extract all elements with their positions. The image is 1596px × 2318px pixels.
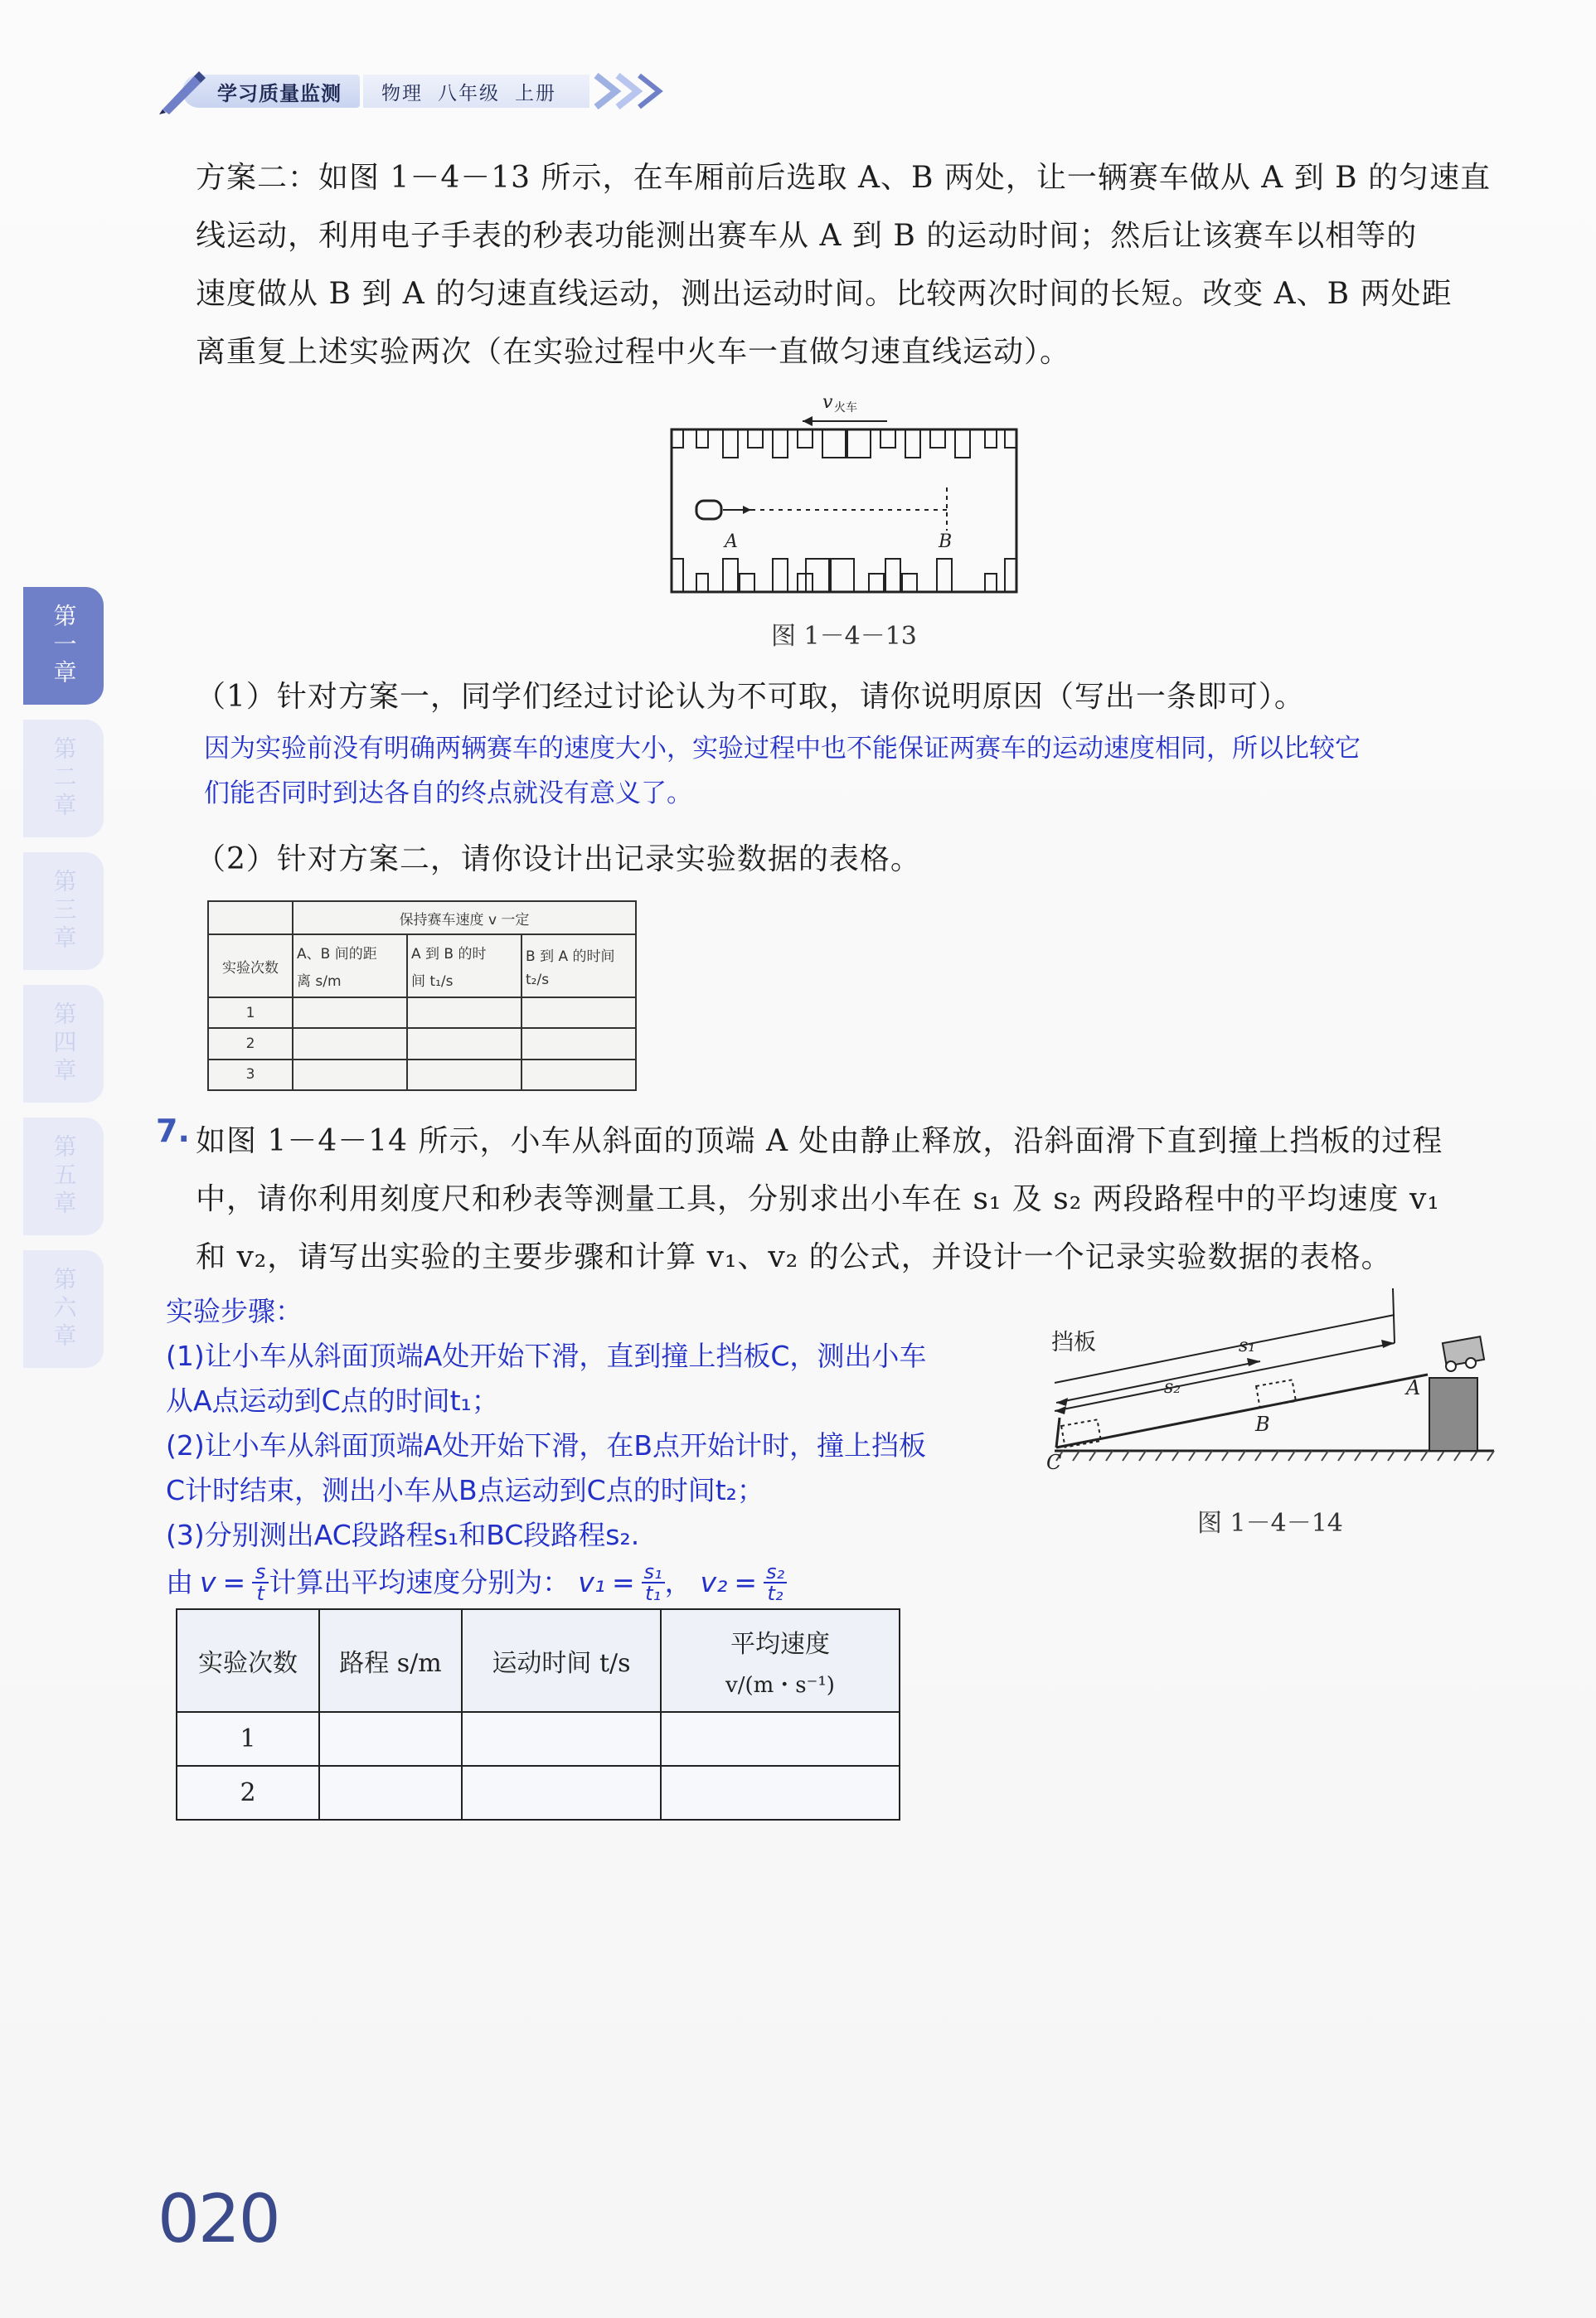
point-c-label: C	[1046, 1451, 1062, 1474]
trial-number: 2	[208, 1028, 293, 1059]
chapter-tab-label: 第二章	[50, 736, 78, 821]
q7-line: 中，请你利用刻度尺和秒表等测量工具，分别求出小车在 s₁ 及 s₂ 两段路程中的平均速度 v₁	[196, 1182, 1440, 1216]
answer-line: 们能否同时到达各自的终点就没有意义了。	[204, 778, 692, 808]
table1-header-distance	[293, 934, 407, 997]
question-7-number: 7.	[156, 1113, 190, 1149]
q7-line: 和 v₂，请写出实验的主要步骤和计算 v₁、v₂ 的公式，并设计一个记录实验数据的表格。	[196, 1240, 1392, 1274]
numerator: s	[255, 1560, 266, 1583]
header-line: t₂/s	[526, 971, 550, 988]
step-line: (3)分别测出AC段路程s₁和BC段路程s₂.	[166, 1519, 640, 1551]
point-b-label: B	[939, 531, 953, 552]
book-info	[363, 75, 589, 108]
trial-number: 3	[208, 1060, 293, 1090]
chapter-tab-6[interactable]	[23, 1250, 104, 1368]
figure-1-4-13	[663, 388, 1028, 604]
numerator: s₁	[643, 1560, 662, 1583]
header-line: v/(m・s⁻¹)	[725, 1672, 835, 1698]
s1-top-line	[1055, 1315, 1395, 1383]
record-table-plan2	[207, 900, 637, 1091]
record-table-q7	[176, 1608, 900, 1821]
steps-title: 实验步骤：	[166, 1295, 303, 1327]
volume: 上册	[515, 82, 556, 104]
formula-text: 计算出平均速度分别为：	[269, 1566, 570, 1598]
chapter-tab-label: 第一章	[50, 604, 78, 688]
table2-header-distance: 路程 s/m	[319, 1609, 462, 1712]
plan2-line: 方案二：如图 1－4－13 所示，在车厢前后选取 A、B 两处，让一辆赛车做从 A 到 B 的匀速直	[196, 161, 1492, 195]
chapter-tab-label: 第六章	[50, 1267, 78, 1351]
table-row	[177, 1712, 900, 1766]
step-line: 从A点运动到C点的时间t₁；	[166, 1384, 499, 1417]
series-title: 学习质量监测	[182, 75, 360, 108]
velocity-label: v	[822, 392, 833, 413]
s2-label: s₂	[1164, 1377, 1181, 1398]
chapter-tab-2[interactable]	[23, 720, 104, 837]
ground-hatching	[1056, 1451, 1494, 1461]
page-number: 020	[158, 2180, 279, 2257]
incline-surface	[1056, 1375, 1428, 1448]
header-line: 间 t₁/s	[411, 973, 454, 990]
figure-13-caption: 图 1－4－13	[771, 622, 917, 651]
table2-header-time: 运动时间 t/s	[462, 1609, 661, 1712]
s1-dimension-line	[1055, 1343, 1395, 1411]
subject: 物理	[381, 82, 423, 104]
table1-header-time-ba	[521, 934, 636, 997]
chapter-tab-1[interactable]	[23, 587, 104, 705]
velocity-arrow-head	[803, 416, 813, 426]
plan2-paragraph	[196, 149, 1497, 381]
question-2: （2）针对方案二，请你设计出记录实验数据的表格。	[196, 842, 921, 876]
s2-dimension-line	[1056, 1361, 1260, 1403]
table2-header-trials: 实验次数	[177, 1609, 319, 1712]
q7-line: 如图 1－4－14 所示，小车从斜面的顶端 A 处由静止释放，沿斜面滑下直到撞上挡板的过程	[196, 1124, 1443, 1158]
chapter-tab-label: 第四章	[50, 1001, 78, 1086]
figure-1-4-14	[1046, 1285, 1499, 1484]
fraction-s-over-t	[252, 1562, 269, 1603]
header-line: A 到 B 的时	[411, 946, 487, 963]
car-direction-arrow	[743, 506, 751, 514]
s2-arrow-right	[1247, 1358, 1260, 1366]
table-row	[208, 997, 636, 1028]
formula-v2: v₂	[700, 1566, 728, 1598]
answer-1	[204, 726, 1580, 816]
table1-title: 保持赛车速度 v 一定	[293, 901, 636, 934]
formula-eq: =	[734, 1566, 758, 1598]
formula-comma: ，	[664, 1566, 692, 1598]
velocity-subscript: 火车	[834, 401, 857, 415]
header-line: 离 s/m	[297, 973, 342, 990]
chapter-tab-3[interactable]	[23, 852, 104, 970]
step-line: (2)让小车从斜面顶端A处开始下滑，在B点开始计时，撞上挡板	[166, 1429, 926, 1462]
chevron-arrows-icon	[593, 70, 684, 112]
fraction-s2-over-t2	[764, 1562, 787, 1603]
denominator: t₁	[645, 1582, 662, 1605]
trial-number: 1	[177, 1712, 319, 1766]
chapter-tab-4[interactable]	[23, 985, 104, 1103]
experiment-steps	[166, 1289, 1045, 1608]
baffle-label: 挡板	[1051, 1330, 1096, 1355]
formula-prefix: 由	[166, 1566, 193, 1598]
plan2-line: 离重复上述实验两次（在实验过程中火车一直做匀速直线运动）。	[196, 335, 1071, 369]
trial-number: 2	[177, 1766, 319, 1820]
table-row	[208, 1028, 636, 1059]
point-a-label: A	[725, 531, 738, 552]
table1-header-trials: 实验次数	[208, 934, 293, 997]
chapter-tab-label: 第三章	[50, 869, 78, 953]
top-seats	[672, 429, 1016, 458]
formula-eq: =	[222, 1566, 246, 1598]
denominator: t	[256, 1582, 264, 1605]
formula-v1: v₁	[578, 1566, 605, 1598]
step-line: (1)让小车从斜面顶端A处开始下滑，直到撞上挡板C，测出小车	[166, 1340, 927, 1372]
answer-line: 因为实验前没有明确两辆赛车的速度大小，实验过程中也不能保证两赛车的运动速度相同，所以比较它	[204, 734, 1361, 764]
s1-arrow-right	[1381, 1340, 1395, 1348]
cart-wheel	[1446, 1361, 1456, 1371]
header-line: B 到 A 的时间	[526, 948, 615, 965]
formula-line	[166, 1558, 1045, 1608]
table-row	[177, 1766, 900, 1820]
question-7	[196, 1113, 1497, 1287]
question-1: （1）针对方案一，同学们经过讨论认为不可取，请你说明原因（写出一条即可）。	[196, 680, 1305, 714]
point-a-label: A	[1406, 1376, 1421, 1399]
figure-14-caption: 图 1－4－14	[1197, 1509, 1343, 1538]
header-line: A、B 间的距	[297, 946, 377, 963]
trial-number: 1	[208, 997, 293, 1028]
grade: 八年级	[438, 82, 500, 104]
header-line: 平均速度	[730, 1629, 830, 1659]
chapter-tab-label: 第五章	[50, 1134, 78, 1219]
table1-header-time-ab	[407, 934, 521, 997]
support-block	[1429, 1378, 1477, 1451]
step-line: C计时结束，测出小车从B点运动到C点的时间t₂；	[166, 1474, 764, 1506]
table-row	[208, 1060, 636, 1090]
cart-wheel	[1466, 1358, 1476, 1368]
bottom-seats	[672, 559, 1016, 592]
table2-header-speed	[661, 1609, 900, 1712]
fraction-s1-over-t1	[642, 1562, 665, 1603]
chapter-tab-5[interactable]	[23, 1118, 104, 1235]
s1-label: s₁	[1239, 1336, 1256, 1356]
plan2-line: 速度做从 B 到 A 的匀速直线运动，测出运动时间。比较两次时间的长短。改变 A、B 两处距	[196, 277, 1453, 311]
formula-eq: =	[611, 1566, 635, 1598]
numerator: s₂	[765, 1560, 785, 1583]
race-car	[696, 501, 721, 519]
page-header	[158, 68, 684, 114]
point-b-label: B	[1255, 1413, 1270, 1436]
formula-v: v	[200, 1566, 216, 1598]
pen-icon	[158, 68, 207, 114]
denominator: t₂	[767, 1582, 783, 1605]
baffle-plate	[1056, 1418, 1060, 1448]
plan2-line: 线运动，利用电子手表的秒表功能测出赛车从 A 到 B 的运动时间；然后让该赛车以相等的	[196, 219, 1418, 253]
